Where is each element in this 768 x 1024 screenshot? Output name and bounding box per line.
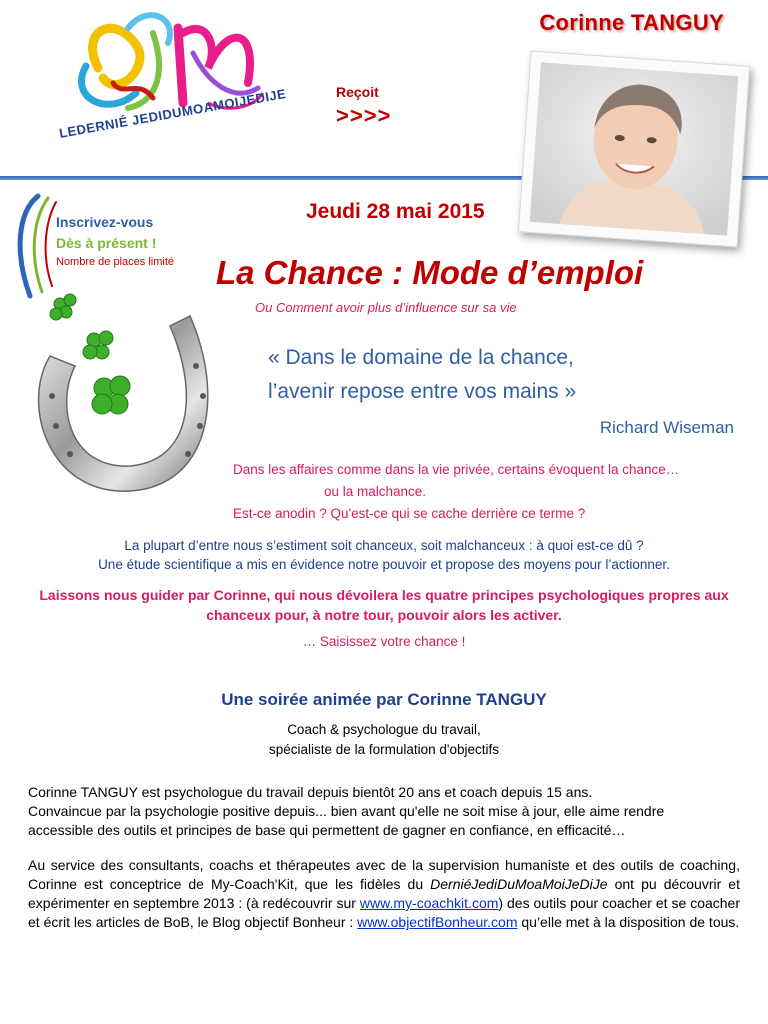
- host-role2: spécialiste de la formulation d'objectifs: [269, 742, 499, 757]
- speaker-name: Corinne TANGUY: [539, 10, 724, 35]
- horseshoe-clover-image: [20, 286, 232, 502]
- event-title: La Chance : Mode d’emploi: [216, 254, 644, 291]
- event-date: Jeudi 28 mai 2015: [306, 200, 485, 223]
- guide-text: Laissons nous guider par Corinne, qui nous dévoilera les quatre principes psychologiques propres aux chanceux pour, à notre tour, pouvoir alors les activer.: [39, 587, 729, 623]
- intro-line1: Dans les affaires comme dans la vie privée, certains évoquent la chance…: [233, 462, 680, 477]
- quote-line2: l’avenir repose entre vos mains »: [268, 380, 577, 403]
- objectif-bonheur-link[interactable]: www.objectifBonheur.com: [357, 914, 518, 930]
- bio-p2-part4: qu’elle met à la disposition de tous.: [517, 914, 740, 930]
- bio-line1: Corinne TANGUY est psychologue du travail depuis bientôt 20 ans et coach depuis 15 ans.: [28, 784, 593, 800]
- speaker-photo: [530, 62, 739, 235]
- event-subtitle: Ou Comment avoir plus d’influence sur sa vie: [255, 300, 517, 315]
- intro-line3: Est-ce anodin ? Qu'est-ce qui se cache derrière ce terme ?: [233, 506, 586, 521]
- logo: [58, 8, 288, 160]
- quote-line1: « Dans le domaine de la chance,: [268, 346, 574, 369]
- quote-author: Richard Wiseman: [599, 418, 734, 437]
- register-line2: Dès à présent !: [56, 235, 157, 251]
- register-line1: Inscrivez-vous: [56, 214, 154, 230]
- register-line3: Nombre de places limité: [56, 256, 174, 268]
- my-coachkit-link[interactable]: www.my-coachkit.com: [359, 895, 499, 911]
- host-heading: Une soirée animée par Corinne TANGUY: [221, 690, 547, 709]
- bio-line2: Convaincue par la psychologie positive depuis... bien avant qu'elle ne soit mise à jour, elle aime rendre: [28, 803, 665, 819]
- closing-line: … Saisissez votre chance !: [302, 634, 466, 649]
- bio-p2-italic: DerniéJediDuMoaMoiJeDiJe: [430, 876, 608, 892]
- intro-line2: ou la malchance.: [324, 484, 427, 499]
- speaker-photo-frame: [518, 51, 750, 248]
- bio-p2-part1: Au service des consultants, coachs et thérapeutes avec de la supervision humaniste et des outils de coaching, Corinne est conceptrice de My-Coach'Kit, que les fidèles du: [28, 857, 740, 892]
- host-role1: Coach & psychologue du travail,: [287, 722, 481, 737]
- bio-paragraph2: [28, 856, 740, 932]
- bio-p2-part2: ont pu découvrir et expérimenter en septembre 2013 : (à redécouvrir sur: [28, 876, 740, 911]
- arrows-label: >>>>: [336, 103, 392, 128]
- bio-p2-part3: ) des outils pour coacher et se coacher et écrit les articles de BoB, le Blog objectif Bonheur :: [28, 895, 740, 930]
- logo-text: LEDERNIÉ JEDIDUMOAMOIJEDIJE: [58, 86, 288, 141]
- science-line1: La plupart d’entre nous s’estiment soit chanceux, soit malchanceux : à quoi est-ce dû ?: [124, 538, 644, 553]
- recoit-label: Reçoit: [336, 84, 379, 100]
- bio-line3: accessible des outils et principes de base qui permettent de gagner en confiance, en efficacité…: [28, 822, 626, 838]
- science-line2: Une étude scientifique a mis en évidence notre pouvoir et propose des moyens pour l’actionner.: [98, 557, 670, 572]
